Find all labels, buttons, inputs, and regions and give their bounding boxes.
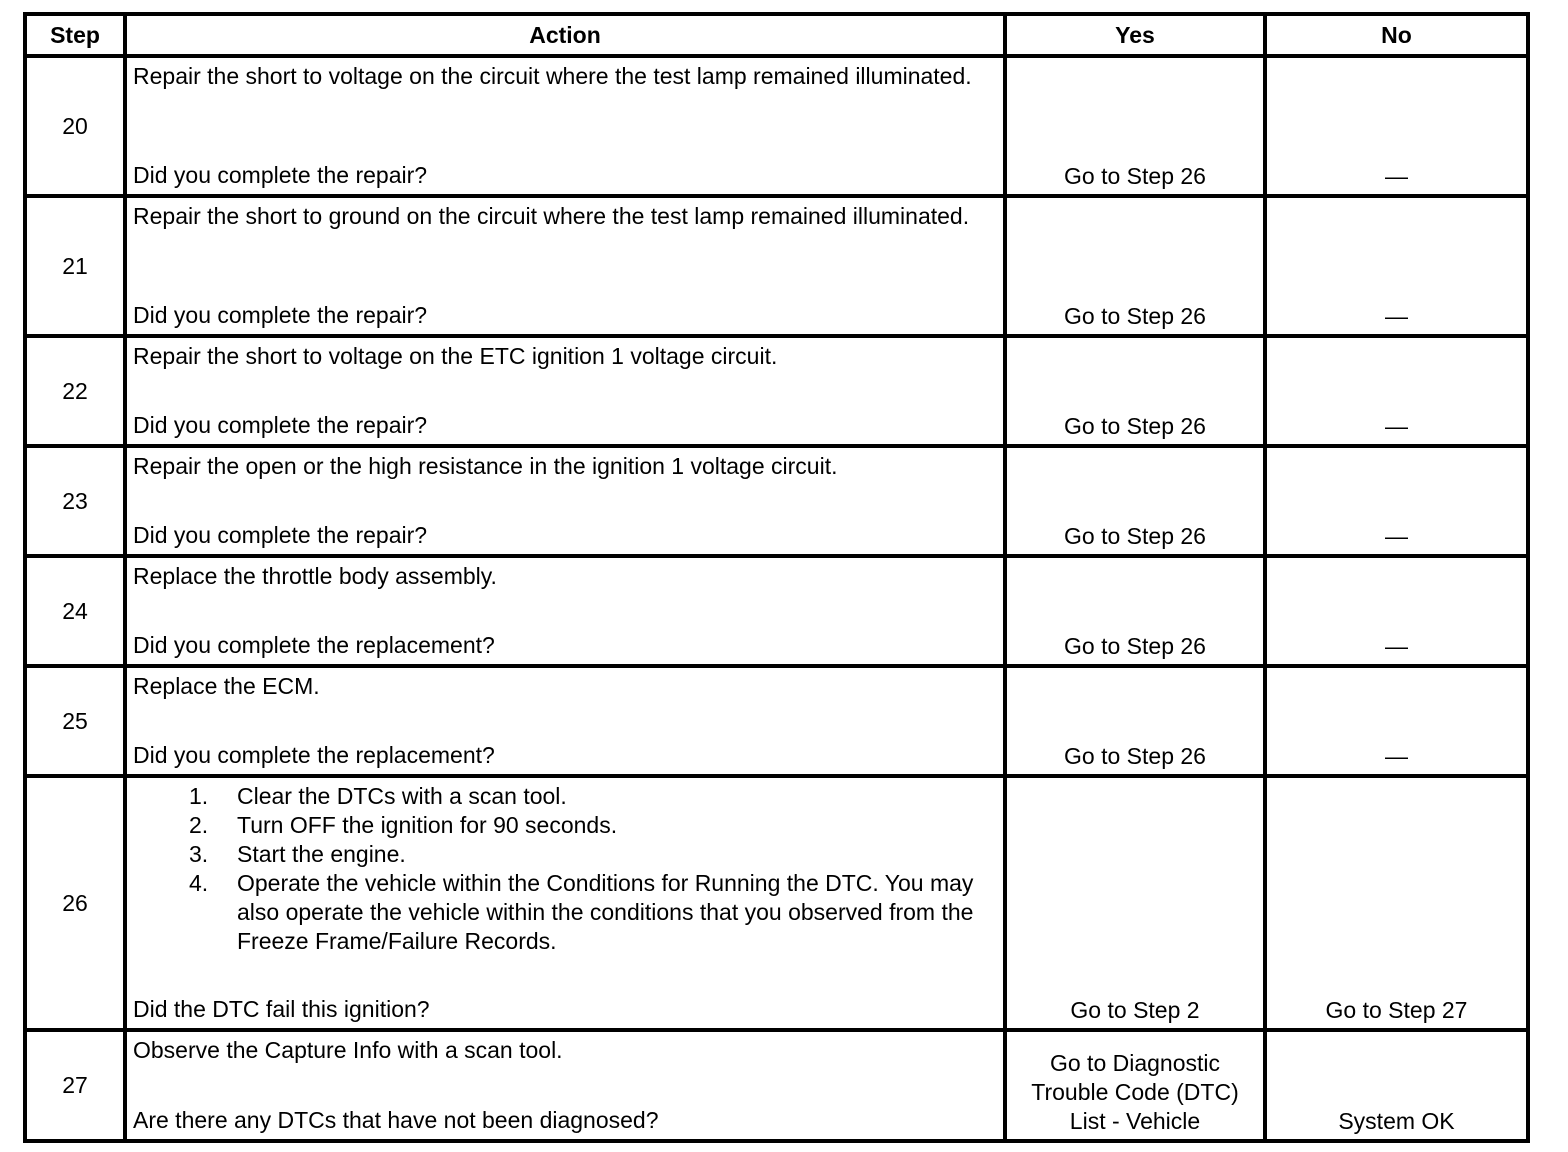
action-cell bbox=[125, 196, 1005, 336]
step-number: 25 bbox=[25, 666, 125, 776]
list-item: 4. Operate the vehicle within the Conditions for Running the DTC. You may also operate the vehicle within the conditions that you observed from the Freeze Frame/Failure Records. bbox=[189, 870, 974, 954]
step-number: 20 bbox=[25, 56, 125, 196]
action-question: Did you complete the repair? bbox=[133, 162, 428, 188]
no-result: Go to Step 27 bbox=[1265, 776, 1528, 1030]
no-result: — bbox=[1265, 446, 1528, 556]
table-row bbox=[25, 446, 1528, 556]
no-result: System OK bbox=[1265, 1030, 1528, 1141]
table-row bbox=[25, 336, 1528, 446]
action-cell bbox=[125, 556, 1005, 666]
table-row bbox=[25, 56, 1528, 196]
action-question: Did you complete the repair? bbox=[133, 412, 428, 438]
no-result: — bbox=[1265, 666, 1528, 776]
action-text: Observe the Capture Info with a scan tool. bbox=[133, 1037, 563, 1063]
header-step: Step bbox=[25, 14, 125, 56]
action-question: Did you complete the replacement? bbox=[133, 742, 495, 768]
header-no: No bbox=[1265, 14, 1528, 56]
header-yes: Yes bbox=[1005, 14, 1265, 56]
list-item: 2. Turn OFF the ignition for 90 seconds. bbox=[189, 812, 618, 838]
header-row bbox=[25, 14, 1528, 56]
step-number: 22 bbox=[25, 336, 125, 446]
action-text: Repair the short to voltage on the circuit where the test lamp remained illuminated. bbox=[133, 63, 972, 89]
procedure-list bbox=[133, 782, 997, 956]
action-text: Repair the short to voltage on the ETC ignition 1 voltage circuit. bbox=[133, 343, 778, 369]
yes-result: Go to Step 26 bbox=[1005, 336, 1265, 446]
table-row bbox=[25, 196, 1528, 336]
yes-result: Go to Step 2 bbox=[1005, 776, 1265, 1030]
table-row bbox=[25, 556, 1528, 666]
action-text: Repair the open or the high resistance in the ignition 1 voltage circuit. bbox=[133, 453, 838, 479]
step-number: 21 bbox=[25, 196, 125, 336]
yes-result: Go to Step 26 bbox=[1005, 56, 1265, 196]
yes-result bbox=[1005, 1030, 1265, 1141]
action-text: Replace the ECM. bbox=[133, 673, 320, 699]
list-item: 1. Clear the DTCs with a scan tool. bbox=[189, 783, 567, 809]
action-text: Replace the throttle body assembly. bbox=[133, 563, 497, 589]
diagnostic-table bbox=[23, 12, 1530, 1143]
table-row bbox=[25, 666, 1528, 776]
yes-link-text[interactable]: Go to Diagnostic Trouble Code (DTC) List - Vehicle bbox=[1031, 1050, 1239, 1134]
action-cell bbox=[125, 446, 1005, 556]
action-question: Did the DTC fail this ignition? bbox=[133, 996, 430, 1022]
no-result: — bbox=[1265, 336, 1528, 446]
action-cell bbox=[125, 336, 1005, 446]
yes-result: Go to Step 26 bbox=[1005, 196, 1265, 336]
step-number: 23 bbox=[25, 446, 125, 556]
list-item: 3. Start the engine. bbox=[189, 841, 406, 867]
yes-result: Go to Step 26 bbox=[1005, 556, 1265, 666]
header-action: Action bbox=[125, 14, 1005, 56]
step-number: 24 bbox=[25, 556, 125, 666]
action-question: Did you complete the repair? bbox=[133, 302, 428, 328]
no-result: — bbox=[1265, 56, 1528, 196]
action-question: Did you complete the replacement? bbox=[133, 632, 495, 658]
action-question: Did you complete the repair? bbox=[133, 522, 428, 548]
no-result: — bbox=[1265, 556, 1528, 666]
action-question: Are there any DTCs that have not been diagnosed? bbox=[133, 1107, 659, 1133]
action-cell bbox=[125, 1030, 1005, 1141]
action-cell bbox=[125, 56, 1005, 196]
action-cell bbox=[125, 776, 1005, 1030]
action-text: Repair the short to ground on the circuit where the test lamp remained illuminated. bbox=[133, 203, 970, 229]
yes-result: Go to Step 26 bbox=[1005, 666, 1265, 776]
table-row bbox=[25, 776, 1528, 1030]
step-number: 26 bbox=[25, 776, 125, 1030]
step-number: 27 bbox=[25, 1030, 125, 1141]
action-cell bbox=[125, 666, 1005, 776]
table-row bbox=[25, 1030, 1528, 1141]
no-result: — bbox=[1265, 196, 1528, 336]
yes-result: Go to Step 26 bbox=[1005, 446, 1265, 556]
